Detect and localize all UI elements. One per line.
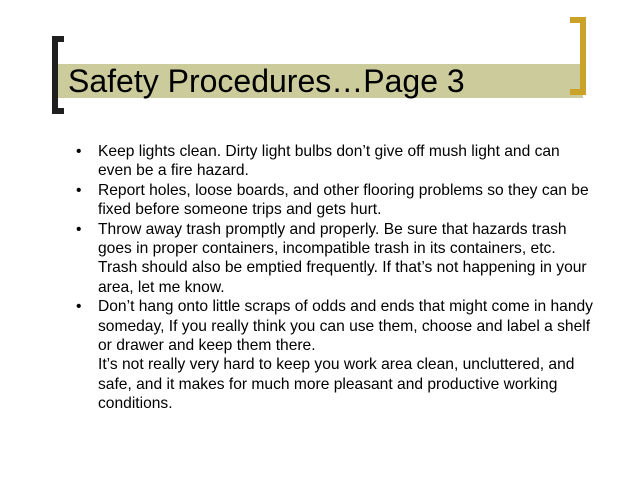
right-bracket-decoration (570, 17, 586, 95)
left-bracket-decoration (52, 36, 64, 114)
bullet-text: Throw away trash promptly and properly. Be sure that hazards trash goes in proper containers, incompatible trash in its containers, etc. Trash should also be emptied frequently. If that’s not happening in your area, let me know. (98, 220, 587, 296)
bullet-icon: • (76, 181, 82, 199)
closing-paragraph: It’s not really very hard to keep you work area clean, uncluttered, and safe, and it makes for much more pleasant and productive working conditions. (98, 356, 575, 413)
list-item (74, 142, 594, 181)
list-item (74, 181, 594, 220)
bullet-text: Report holes, loose boards, and other flooring problems so they can be fixed before someone trips and gets hurt. (98, 181, 589, 219)
bullet-text: Keep lights clean. Dirty light bulbs don’t give off mush light and can even be a fire hazard. (98, 143, 560, 180)
list-item (74, 297, 594, 413)
bullet-icon: • (76, 143, 82, 160)
bullet-text: Don’t hang onto little scraps of odds and ends that might come in handy someday, If you really think you can use them, choose and label a shelf or drawer and keep them there. (98, 298, 593, 355)
slide-title: Safety Procedures…Page 3 (68, 63, 465, 99)
bullet-icon: • (76, 220, 82, 238)
bullet-list (74, 142, 594, 414)
list-item (74, 220, 594, 298)
bullet-icon: • (76, 298, 82, 316)
